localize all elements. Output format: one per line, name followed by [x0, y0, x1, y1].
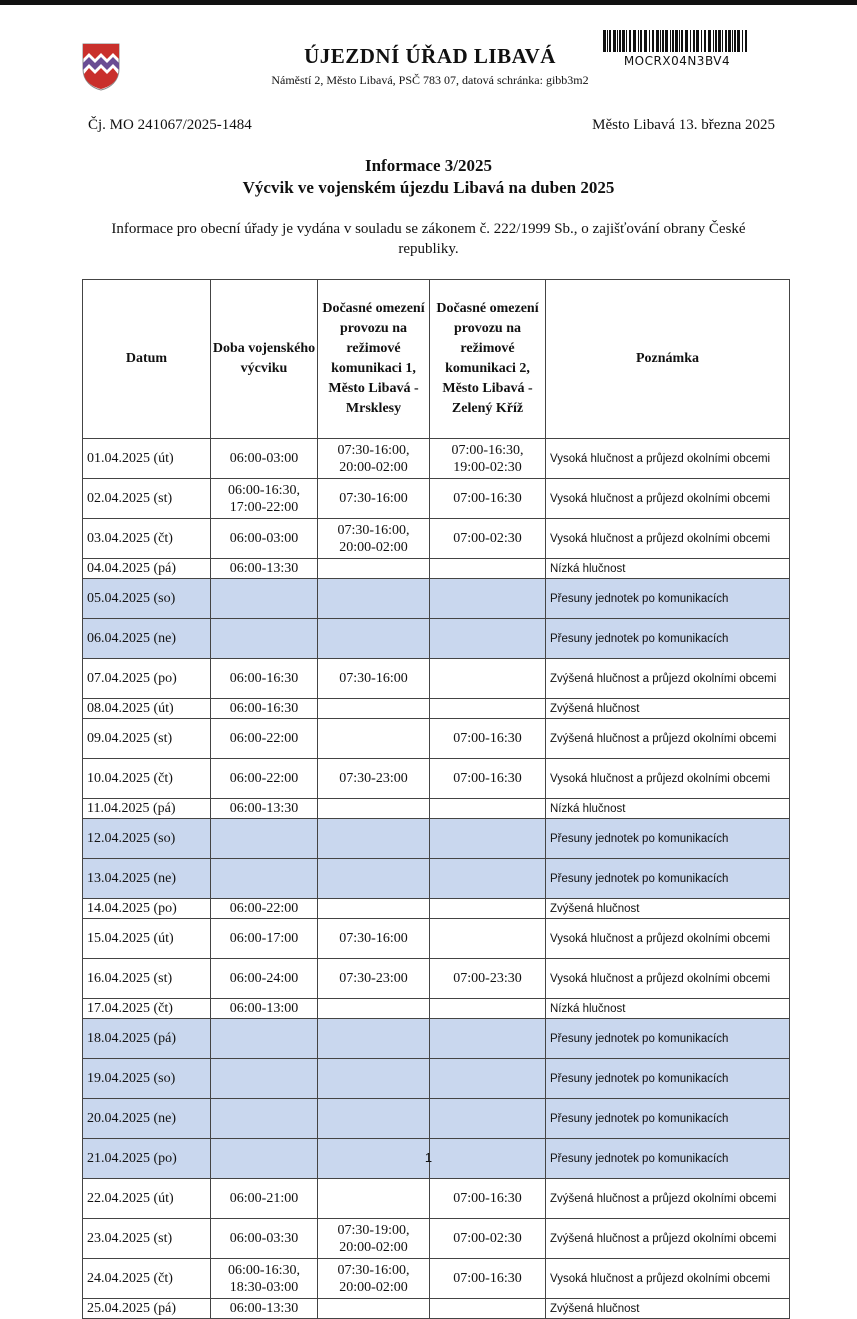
- cell-date: 05.04.2025 (so): [83, 579, 211, 619]
- cell-note: Vysoká hlučnost a průjezd okolními obcemi: [546, 439, 790, 479]
- cell-note: Vysoká hlučnost a průjezd okolními obcemi: [546, 1259, 790, 1299]
- cell-training-time: 06:00-24:00: [211, 959, 318, 999]
- cell-date: 02.04.2025 (st): [83, 479, 211, 519]
- cell-road-1: 07:30-16:00: [318, 479, 430, 519]
- table-row: [83, 699, 790, 719]
- cell-date: 03.04.2025 (čt): [83, 519, 211, 559]
- table-row: [83, 519, 790, 559]
- cell-road-1: [318, 559, 430, 579]
- cell-training-time: 06:00-13:30: [211, 559, 318, 579]
- cell-training-time: 06:00-22:00: [211, 899, 318, 919]
- cell-training-time: 06:00-22:00: [211, 719, 318, 759]
- cell-note: Přesuny jednotek po komunikacích: [546, 619, 790, 659]
- cell-note: Vysoká hlučnost a průjezd okolními obcemi: [546, 479, 790, 519]
- cell-date: 01.04.2025 (út): [83, 439, 211, 479]
- reference-number: Čj. MO 241067/2025-1484: [88, 117, 252, 133]
- cell-note: Vysoká hlučnost a průjezd okolními obcemi: [546, 919, 790, 959]
- table-row: [83, 759, 790, 799]
- table-row: [83, 559, 790, 579]
- cell-road-2: [430, 899, 546, 919]
- cell-note: Nízká hlučnost: [546, 999, 790, 1019]
- cell-road-1: [318, 899, 430, 919]
- cell-road-2: [430, 699, 546, 719]
- cell-road-1: [318, 999, 430, 1019]
- table-row: [83, 659, 790, 699]
- cell-road-1: [318, 719, 430, 759]
- cell-note: Zvýšená hlučnost: [546, 1299, 790, 1319]
- office-address: Náměstí 2, Město Libavá, PSČ 783 07, datová schránka: gibb3m2: [271, 73, 589, 87]
- cell-road-1: 07:30-23:00: [318, 959, 430, 999]
- cell-training-time: 06:00-03:00: [211, 519, 318, 559]
- cell-note: Přesuny jednotek po komunikacích: [546, 819, 790, 859]
- cell-training-time: 06:00-03:00: [211, 439, 318, 479]
- cell-road-1: [318, 1059, 430, 1099]
- cell-date: 21.04.2025 (po): [83, 1139, 211, 1179]
- table-row: [83, 619, 790, 659]
- cell-date: 24.04.2025 (čt): [83, 1259, 211, 1299]
- cell-training-time: 06:00-03:30: [211, 1219, 318, 1259]
- table-row: [83, 1019, 790, 1059]
- cell-note: Zvýšená hlučnost: [546, 699, 790, 719]
- cell-road-1: 07:30-19:00, 20:00-02:00: [318, 1219, 430, 1259]
- cell-road-2: [430, 559, 546, 579]
- top-border: [0, 0, 857, 5]
- cell-training-time: 06:00-16:30: [211, 659, 318, 699]
- cell-road-2: [430, 659, 546, 699]
- cell-training-time: 06:00-16:30: [211, 699, 318, 719]
- cell-road-1: 07:30-16:00, 20:00-02:00: [318, 439, 430, 479]
- cell-road-2: 07:00-16:30: [430, 1259, 546, 1299]
- cell-training-time: 06:00-16:30, 18:30-03:00: [211, 1259, 318, 1299]
- cell-road-1: [318, 579, 430, 619]
- cell-road-1: 07:30-16:00: [318, 919, 430, 959]
- cell-note: Přesuny jednotek po komunikacích: [546, 1019, 790, 1059]
- cell-training-time: [211, 619, 318, 659]
- cell-note: Přesuny jednotek po komunikacích: [546, 1059, 790, 1099]
- cell-training-time: 06:00-22:00: [211, 759, 318, 799]
- cell-road-1: [318, 799, 430, 819]
- cell-road-1: 07:30-16:00: [318, 659, 430, 699]
- table-row: [83, 819, 790, 859]
- cell-road-2: [430, 619, 546, 659]
- cell-date: 20.04.2025 (ne): [83, 1099, 211, 1139]
- cell-note: Přesuny jednotek po komunikacích: [546, 1139, 790, 1179]
- cell-date: 11.04.2025 (pá): [83, 799, 211, 819]
- cell-road-1: [318, 819, 430, 859]
- document-title: Informace 3/2025: [364, 156, 492, 175]
- cell-note: Vysoká hlučnost a průjezd okolními obcemi: [546, 759, 790, 799]
- table-row: [83, 479, 790, 519]
- cell-date: 25.04.2025 (pá): [83, 1299, 211, 1319]
- cell-note: Zvýšená hlučnost a průjezd okolními obcemi: [546, 1219, 790, 1259]
- cell-road-1: [318, 1179, 430, 1219]
- cell-road-2: [430, 919, 546, 959]
- cell-note: Zvýšená hlučnost a průjezd okolními obcemi: [546, 719, 790, 759]
- cell-training-time: 06:00-13:30: [211, 1299, 318, 1319]
- cell-road-2: [430, 1019, 546, 1059]
- cell-note: Zvýšená hlučnost a průjezd okolními obcemi: [546, 1179, 790, 1219]
- cell-training-time: [211, 1099, 318, 1139]
- office-name: ÚJEZDNÍ ÚŘAD LIBAVÁ: [304, 44, 556, 68]
- cell-road-1: [318, 1099, 430, 1139]
- table-header-row: [83, 280, 790, 439]
- place-and-date: Město Libavá 13. března 2025: [592, 117, 775, 133]
- cell-road-2: 07:00-16:30: [430, 759, 546, 799]
- cell-road-2: 07:00-16:30: [430, 719, 546, 759]
- cell-date: 10.04.2025 (čt): [83, 759, 211, 799]
- cell-road-2: [430, 579, 546, 619]
- cell-date: 14.04.2025 (po): [83, 899, 211, 919]
- cell-training-time: 06:00-13:00: [211, 999, 318, 1019]
- cell-date: 12.04.2025 (so): [83, 819, 211, 859]
- table-row: [83, 999, 790, 1019]
- cell-date: 18.04.2025 (pá): [83, 1019, 211, 1059]
- cell-road-1: 07:30-16:00, 20:00-02:00: [318, 519, 430, 559]
- cell-road-1: [318, 619, 430, 659]
- cell-road-1: [318, 1299, 430, 1319]
- cell-note: Přesuny jednotek po komunikacích: [546, 1099, 790, 1139]
- table-row: [83, 719, 790, 759]
- cell-training-time: [211, 819, 318, 859]
- cell-road-2: 07:00-16:30: [430, 1179, 546, 1219]
- cell-date: 13.04.2025 (ne): [83, 859, 211, 899]
- intro-paragraph: Informace pro obecní úřady je vydána v souladu se zákonem č. 222/1999 Sb., o zajišťování obrany České republiky.: [111, 221, 746, 257]
- cell-road-1: [318, 699, 430, 719]
- cell-date: 19.04.2025 (so): [83, 1059, 211, 1099]
- cell-date: 15.04.2025 (út): [83, 919, 211, 959]
- cell-date: 16.04.2025 (st): [83, 959, 211, 999]
- document-subtitle: Výcvik ve vojenském újezdu Libavá na duben 2025: [242, 178, 615, 197]
- barcode-code: MOCRX04N3BV4: [623, 54, 731, 68]
- table-row: [83, 899, 790, 919]
- header-note: Poznámka: [546, 280, 790, 439]
- table-row: [83, 859, 790, 899]
- cell-road-1: 07:30-23:00: [318, 759, 430, 799]
- cell-road-2: 07:00-02:30: [430, 519, 546, 559]
- cell-road-1: 07:30-16:00, 20:00-02:00: [318, 1259, 430, 1299]
- cell-note: Přesuny jednotek po komunikacích: [546, 859, 790, 899]
- cell-date: 04.04.2025 (pá): [83, 559, 211, 579]
- table-row: [83, 919, 790, 959]
- table-row: [83, 799, 790, 819]
- cell-date: 09.04.2025 (st): [83, 719, 211, 759]
- cell-training-time: [211, 1059, 318, 1099]
- cell-road-2: [430, 859, 546, 899]
- cell-date: 23.04.2025 (st): [83, 1219, 211, 1259]
- cell-road-2: [430, 1059, 546, 1099]
- cell-training-time: 06:00-13:30: [211, 799, 318, 819]
- header-road-2: Dočasné omezení provozu na režimové komunikaci 2, Město Libavá - Zelený Kříž: [430, 280, 546, 439]
- cell-date: 08.04.2025 (út): [83, 699, 211, 719]
- cell-road-2: [430, 1299, 546, 1319]
- cell-training-time: 06:00-17:00: [211, 919, 318, 959]
- cell-note: Nízká hlučnost: [546, 799, 790, 819]
- cell-note: Zvýšená hlučnost: [546, 899, 790, 919]
- cell-road-2: 07:00-16:30, 19:00-02:30: [430, 439, 546, 479]
- table-row: [83, 1099, 790, 1139]
- cell-date: 22.04.2025 (út): [83, 1179, 211, 1219]
- table-row: [83, 579, 790, 619]
- cell-road-1: [318, 859, 430, 899]
- cell-road-2: [430, 819, 546, 859]
- cell-date: 07.04.2025 (po): [83, 659, 211, 699]
- table-row: [83, 1179, 790, 1219]
- cell-note: Vysoká hlučnost a průjezd okolními obcemi: [546, 519, 790, 559]
- cell-training-time: 06:00-16:30, 17:00-22:00: [211, 479, 318, 519]
- cell-road-2: 07:00-16:30: [430, 479, 546, 519]
- cell-note: Přesuny jednotek po komunikacích: [546, 579, 790, 619]
- cell-note: Zvýšená hlučnost a průjezd okolními obcemi: [546, 659, 790, 699]
- cell-road-2: 07:00-23:30: [430, 959, 546, 999]
- cell-training-time: [211, 579, 318, 619]
- header-training-time: Doba vojenského výcviku: [211, 280, 318, 439]
- cell-road-2: [430, 1099, 546, 1139]
- cell-training-time: [211, 859, 318, 899]
- page-number: 1: [424, 1150, 433, 1165]
- coat-of-arms-logo: [82, 43, 120, 91]
- cell-note: Vysoká hlučnost a průjezd okolními obcemi: [546, 959, 790, 999]
- cell-road-1: [318, 1019, 430, 1059]
- table-row: [83, 1299, 790, 1319]
- table-row: [83, 1219, 790, 1259]
- header-date: Datum: [83, 280, 211, 439]
- cell-road-2: [430, 799, 546, 819]
- table-row: [83, 439, 790, 479]
- table-row: [83, 1059, 790, 1099]
- cell-note: Nízká hlučnost: [546, 559, 790, 579]
- table-row: [83, 959, 790, 999]
- table-row: [83, 1259, 790, 1299]
- cell-road-2: 07:00-02:30: [430, 1219, 546, 1259]
- cell-road-2: [430, 999, 546, 1019]
- barcode-image: [603, 30, 751, 52]
- cell-training-time: [211, 1019, 318, 1059]
- cell-date: 06.04.2025 (ne): [83, 619, 211, 659]
- cell-date: 17.04.2025 (čt): [83, 999, 211, 1019]
- header-road-1: Dočasné omezení provozu na režimové komunikaci 1, Město Libavá - Mrsklesy: [318, 280, 430, 439]
- cell-training-time: 06:00-21:00: [211, 1179, 318, 1219]
